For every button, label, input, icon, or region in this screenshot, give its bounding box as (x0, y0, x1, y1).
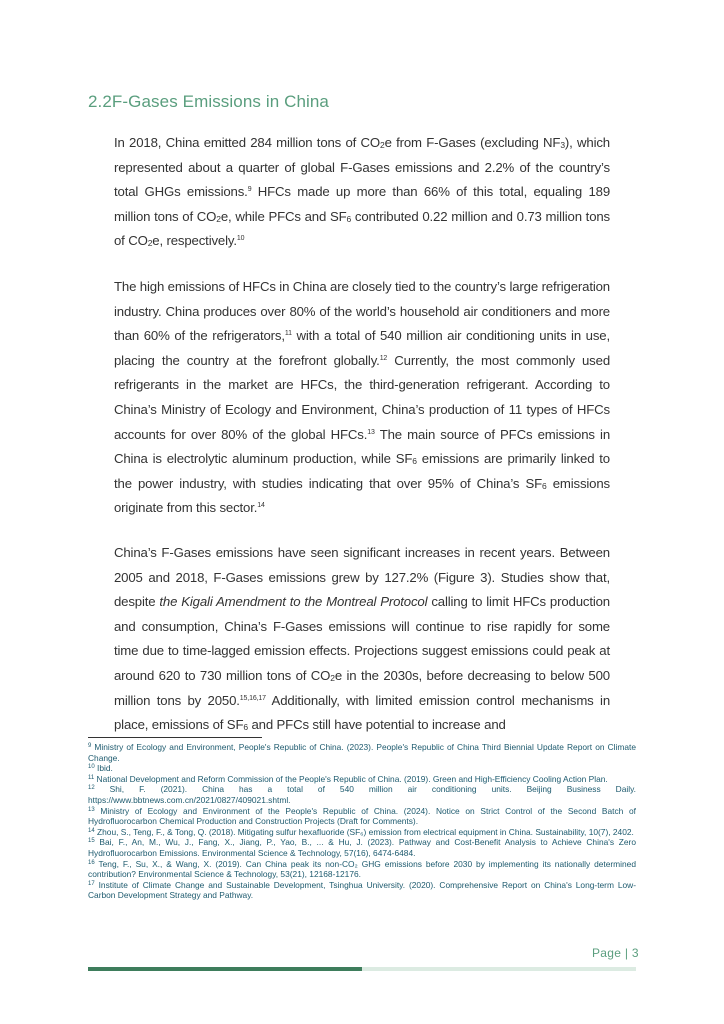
footnote-ref[interactable]: 12 (379, 354, 388, 362)
paragraph-3: China’s F-Gases emissions have seen significant increases in recent years. Between 2005 and 2018, F-Gases emissions grew by 127.2% (Figure 3). Studies show that, despite the Kigali Amendment to the Montreal Protocol calling to limit HFCs production and consumption, China’s F-Gases emissions will continue to rise rapidly for some time due to time-lagged emission effects. Projections suggest emissions could peak at around 620 to 730 million tons of $CO_2e$ in the 2030s, before decreasing to below 500 million tons by 2050.$^{15,16,17}$ Additionally, with limited emission control mechanisms in place, emissions of $SF_6$ and PFCs still have potential to increase and (114, 545, 610, 733)
footnote: $^9$ Ministry of Ecology and Environment, People's Republic of China. (2023). People's Republic of China Third Biennial Update Report on Climate Change. (88, 742, 636, 763)
footnotes (88, 742, 636, 901)
footnote-ref[interactable]: 9 (247, 186, 252, 194)
footnote: $^{12}$ Shi, F. (2021). China has a total of 540 million air conditioning units. Beijing Business Daily. https://www.bbtnews.com.cn/2021/0827/409021.shtml. (88, 784, 636, 805)
footnote-ref[interactable]: 13 (367, 428, 375, 436)
footnote: $^{10}$ Ibid. (88, 763, 113, 774)
treaty-name: the Kigali Amendment to the Montreal Protocol (159, 594, 428, 610)
footnote: $^{16}$ Teng, F., Su, X., & Wang, X. (2019). Can China peak its non-CO₂ GHG emissions before 2030 by implementing its nationally determined contribution? Environmental Science & Technology, 53(21), 12168-12176. (88, 858, 636, 880)
page-progress-fill (88, 967, 362, 971)
footnote-ref[interactable]: 10 (236, 235, 245, 243)
page-progress-bar (88, 967, 636, 971)
footnote: $^{17}$ Institute of Climate Change and Sustainable Development, Tsinghua University. (2020). Comprehensive Report on China's Long-term Low-Carbon Development Strategy and Pathway. (88, 879, 636, 901)
page-number: Page | 3 (592, 946, 639, 960)
footnote-divider (88, 737, 262, 738)
footnote: $^{11}$ National Development and Reform Commission of the People's Republic of China. (2019). Green and High-Efficiency Cooling Action Plan. (88, 773, 608, 784)
footnote: $^{13}$ Ministry of Ecology and Environment of the People's Republic of China. (2024). Notice on Strict Control of the Second Batch of Hydrofluorocarbon Chemical Production and Construction Projects (Draft for Comments). (88, 805, 636, 827)
footnote: $^{15}$ Bai, F., An, M., Wu, J., Fang, X., Jiang, P., Yao, B., ... & Hu, J. (2023). Pathway and Cost-Benefit Analysis to Achieve China's Zero Hydrofluorocarbon Emissions. Environmental Science & Technology, 57(16), 6474-6484. (88, 837, 636, 858)
footnote: $^{14}$ Zhou, S., Teng, F., & Tong, Q. (2018). Mitigating sulfur hexafluoride (SF₆) emission from electrical equipment in China. Sustainability, 10(7), 2402. (88, 826, 634, 837)
section-heading: 2.2F-Gases Emissions in China (88, 92, 329, 111)
footnote-ref[interactable]: 15,16,17 (239, 694, 266, 702)
paragraph-2: The high emissions of HFCs in China are closely tied to the country’s large refrigeration industry. China produces over 80% of the world’s household air conditioners and more than 60% of the refrigerators,$^{11}$ with a total of 540 million air conditioning units in use, placing the country at the forefront globally.$^{12}$ Currently, the most commonly used refrigerants in the market are HFCs, the third-generation refrigerant. According to China’s Ministry of Ecology and Environment, China’s production of 11 types of HFCs accounts for over 80% of the global HFCs.$^{13}$ The main source of PFCs emissions in China is electrolytic aluminum production, while $SF_6$ emissions are primarily linked to the power industry, with studies indicating that over 95% of China’s $SF_6$ emissions originate from this sector.$^{14}$ (114, 279, 610, 516)
footnote-ref[interactable]: 14 (257, 502, 265, 510)
paragraph-1: In 2018, China emitted 284 million tons of $CO_2e$ from F-Gases (excluding $NF_3$), which represented about a quarter of global F-Gases emissions and 2.2% of the country’s total GHGs emissions.$^9$ HFCs made up more than 66% of this total, equaling 189 million tons of $CO_2e$, while PFCs and $SF_6$ contributed 0.22 million and 0.73 million tons of $CO_2e$, respectively.$^{10}$ (114, 135, 611, 249)
footnote-ref[interactable]: 11 (284, 330, 292, 338)
